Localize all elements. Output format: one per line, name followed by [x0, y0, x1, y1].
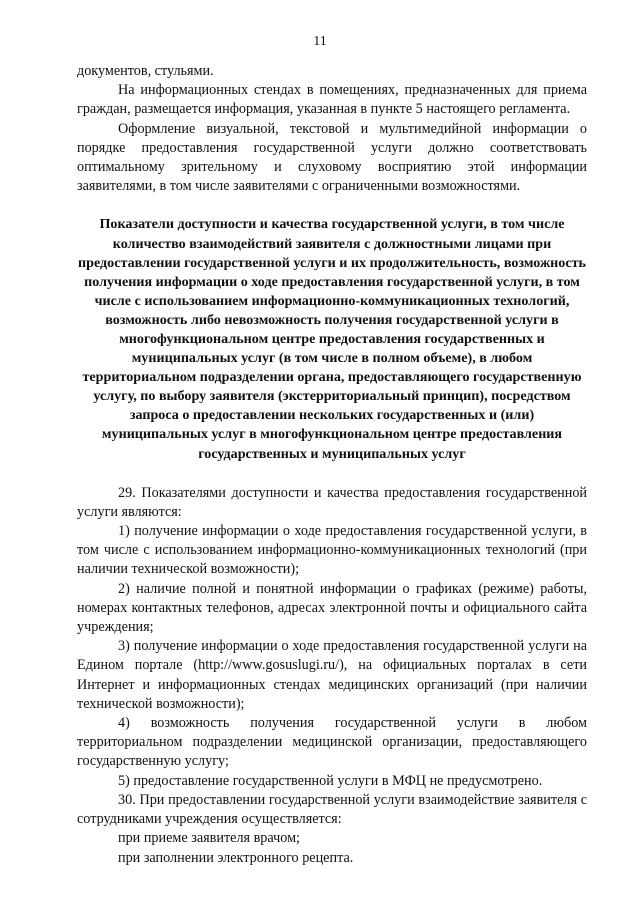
list-item: 3) получение информации о ходе предоставления государственной услуги на Едином портале (http://www.gosuslugi.ru/), на официальных порталах в сети Интернет и информационных стендах медицинских организаций (при наличии технической возможности); [77, 638, 587, 712]
section-29-intro: 29. Показателями доступности и качества предоставления государственной услуги являются: [77, 484, 587, 520]
paragraph: документов, стульями. [77, 63, 214, 79]
list-item: при приеме заявителя врачом; [118, 830, 300, 847]
list-item: 1) получение информации о ходе предоставления государственной услуги, в том числе с использованием информационно-коммуникационных технологий (при наличии технической возможности); [77, 523, 587, 578]
page-number: 11 [313, 34, 327, 49]
section-heading: Показатели доступности и качества государственной услуги, в том числе количество взаимодействий заявителя с должностными лицами при предоставлении государственной услуги и их продолжительность, возможность получения информации о ходе предоставления государственной услуги, в том числе с использованием информационно-коммуникационных технологий, возможность либо невозможность получения государственной услуги в многофункциональном центре предоставления государственных и муниципальных услуг (в том числе в полном объеме), в любом территориальном подразделении органа, предоставляющего государственную услугу, по выбору заявителя (экстерриториальный принцип), посредством запроса о предоставлении нескольких государственных и (или) муниципальных услуг в многофункциональном центре предоставления государственных и муниципальных услуг [78, 216, 586, 462]
paragraph: На информационных стендах в помещениях, предназначенных для приема граждан, размещается информация, указанная в пункте 5 настоящего регламента. [77, 82, 587, 118]
document-body [77, 62, 587, 868]
section-30-intro: 30. При предоставлении государственной услуги взаимодействие заявителя с сотрудниками учреждения осуществляется: [77, 791, 587, 828]
list-item: 5) предоставление государственной услуги в МФЦ не предусмотрено. [118, 772, 543, 789]
paragraph: Оформление визуальной, текстовой и мультимедийной информации о порядке предоставления государственной услуги должно соответствовать оптимальному зрительному и слуховому восприятию этой информации заявителями, в том числе заявителями с ограниченными возможностями. [77, 120, 587, 195]
list-item: 2) наличие полной и понятной информации о графиках (режиме) работы, номерах контактных телефонов, адресах электронной почты и официального сайта учреждения; [77, 580, 587, 636]
list-item: при заполнении электронного рецепта. [118, 849, 354, 866]
list-item: 4) возможность получения государственной услуги в любом территориальном подразделении медицинской организации, предоставляющего государственную услугу; [77, 715, 587, 770]
